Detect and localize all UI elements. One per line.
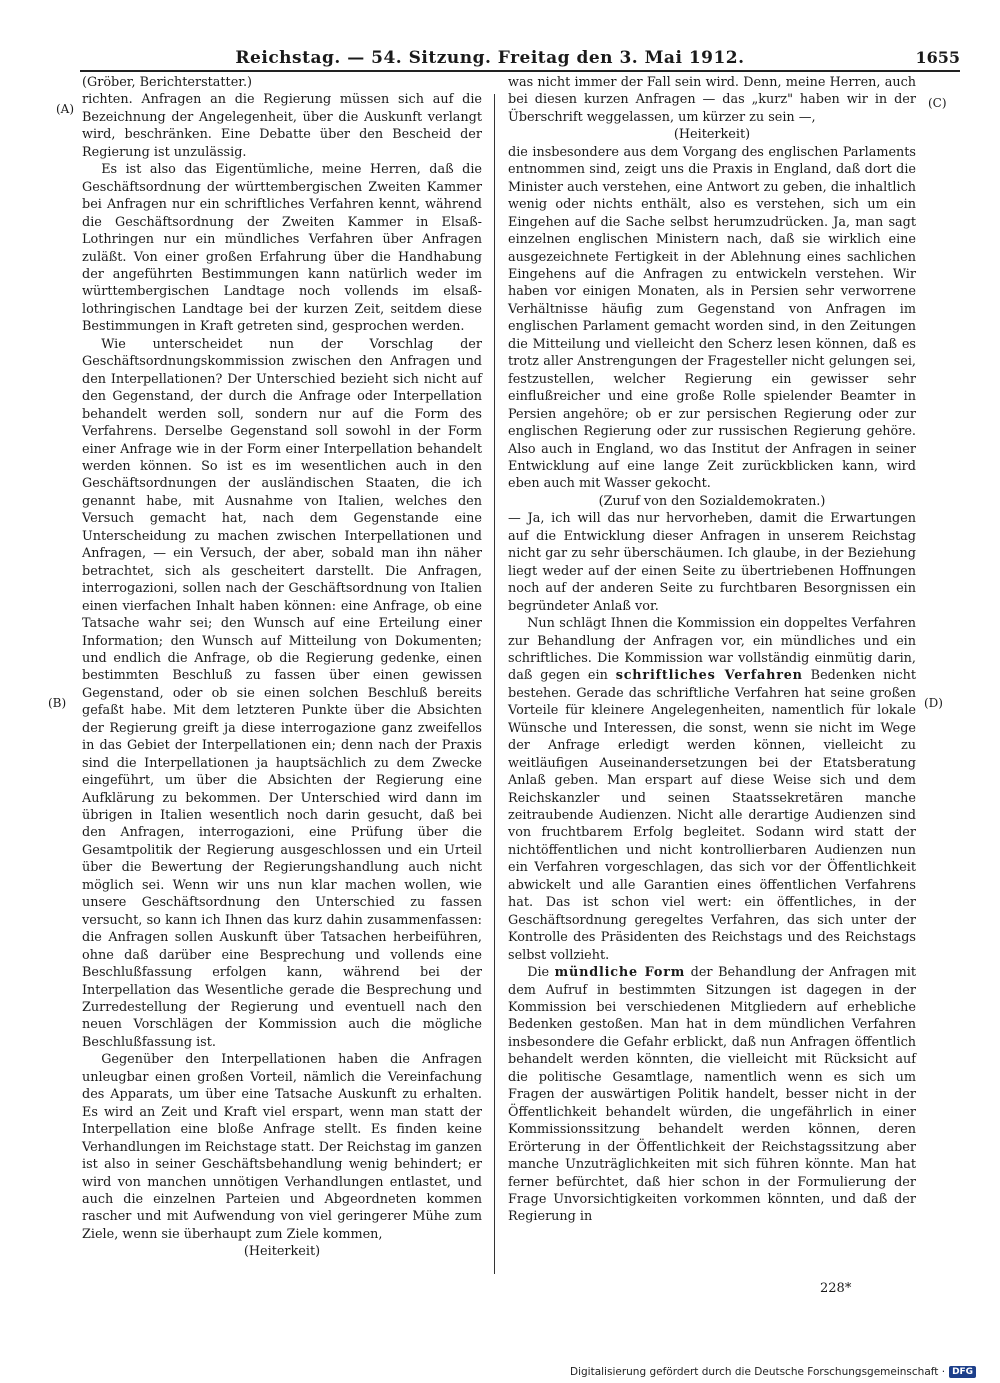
paragraph: Es ist also das Eigentümliche, meine Herren, daß die Geschäftsordnung der württembergischen Zweiten Kammer bei Anfragen nur ein schriftliches Verfahren kennt, während die Geschäftsordnung der Zweiten Kammer in Elsaß-Lothringen nur ein mündliches Verfahren über Anfragen zuläßt. Von einer großen Erfahrung über die Handhabung der angeführten Bestimmungen kann natürlich weder im württembergischen Landtage noch vollends im elsaß-lothringischen Landtage bei der kurzen Zeit, seitdem diese Bestimmungen in Kraft getreten sind, gesprochen werden. [82, 162, 482, 335]
signature-mark: 228* [820, 1281, 852, 1296]
text-run: Die [527, 965, 555, 981]
footer [570, 1366, 976, 1378]
paragraph [508, 615, 916, 964]
footer-text: Digitalisierung gefördert durch die Deutsche Forschungsgemeinschaft · [570, 1366, 946, 1378]
interjection: (Zuruf von den Sozialdemokraten.) [598, 493, 826, 509]
margin-letter-c: (C) [928, 96, 947, 110]
interjection: (Heiterkeit) [673, 127, 751, 143]
running-title: Reichstag. — 54. Sitzung. Freitag den 3. Mai 1912. [235, 48, 745, 68]
paragraph: Gegenüber den Interpellationen haben die Anfragen unleugbar einen großen Vorteil, nämlich die Vereinfachung des Apparats, um über eine Tatsache Auskunft zu erhalten. Es wird an Zeit und Kraft viel erspart, wenn man statt der Interpellation eine bloße Anfrage stellt. Es finden keine Verhandlungen im Reichstage statt. Der Reichstag im ganzen ist also in seiner Geschäftsbehandlung wenig behindert; er wird von manchen unnötigen Verhandlungen entlastet, und auch die einzelnen Parteien und Abgeordneten kommen rascher und mit Aufwendung von viel geringerer Mühe zum Ziele, wenn sie überhaupt zum Ziele kommen, [82, 1052, 482, 1242]
margin-letter-d: (D) [924, 696, 943, 710]
left-column [82, 74, 482, 1261]
emphasis: schriftliches Verfahren [615, 668, 803, 684]
paragraph [508, 964, 916, 1226]
paragraph: die insbesondere aus dem Vorgang des englischen Parlaments entnommen sind, zeigt uns die Praxis in England, daß dort die Minister auch verstehen, eine Antwort zu geben, die inhaltlich wenig oder nichts enthält, also es verstehen, sich um ein Eingehen auf die Sache selbst herumzudrücken. Ja, man sagt einzelnen englischen Ministern nach, daß sie wirklich eine ausgezeichnete Fertigkeit in der Ablehnung eines sachlichen Eingehens auf die Anfragen zu entwickeln verstehen. Wir haben vor einigen Monaten, als in Persien sehr verworrene Verhältnisse häufig zum Gegenstand von Anfragen im englischen Parlament gemacht worden sind, in den Zeitungen die Mitteilung und vielleicht den Scherz lesen können, daß es trotz aller Anstrengungen der Fragesteller nicht gelungen sei, festzustellen, welcher Regierung ein gewisser sehr einflußreicher und eine große Rolle spielender Beamter in Persien angehöre; ob er zur persischen Regierung oder zur englischen Regierung oder zur russischen Regierung gehöre. Also auch in England, wo das Institut der Anfragen in seiner Entwicklung auf eine lange Zeit zurückblicken kann, wird eben auch mit Wasser gekocht. [508, 144, 916, 492]
text-run: der Behandlung der Anfragen mit dem Aufruf in bestimmten Sitzungen ist dagegen in der Kommission bei verschiedenen Mitgliedern auf erhebliche Bedenken gestoßen. Man hat in dem mündlichen Verfahren insbesondere die Gefahr erblickt, daß nun Anfragen öffentlich behandelt werden könnten, die vielleicht mit Rücksicht auf die politische Gesamtlage, namentlich wenn es sich um Fragen der auswärtigen Politik handelt, besser nicht in der Öffentlichkeit behandelt würden, die ungefährlich in einer Kommissionssitzung behandelt werden können, deren Erörterung in der Öffentlichkeit der Reichstagssitzung aber manche Unzuträglichkeiten mit sich führen könnte. Man hat ferner befürchtet, daß hier schon in der Formulierung der Frage Unvorsichtigkeiten vorkommen könnten, und daß der Regierung in [508, 965, 916, 1225]
paragraph: was nicht immer der Fall sein wird. Denn, meine Herren, auch bei diesen kurzen Anfragen — das „kurz" haben wir in der Überschrift weggelassen, um kürzer zu sein —, [508, 75, 916, 125]
speaker-note: (Gröber, Berichterstatter.) [82, 75, 253, 90]
interjection: (Heiterkeit) [243, 1244, 321, 1260]
paragraph: — Ja, ich will das nur hervorheben, damit die Erwartungen auf die Entwicklung dieser Anfragen in unserem Reichstag nicht gar zu sehr überschäumen. Ich glaube, in der Beziehung liegt weder auf der einen Seite zu übertriebenen Hoffnungen noch auf der anderen Seite zu furchtbaren Besorgnissen ein begründeter Anlaß vor. [508, 511, 916, 614]
paragraph: richten. Anfragen an die Regierung müssen sich auf die Bezeichnung der Angelegenheit, über die Auskunft verlangt wird, beschränken. Eine Debatte über den Bescheid der Regierung ist unzulässig. [82, 92, 482, 160]
text-run: Nun schlägt Ihnen die Kommission ein doppeltes Verfahren zur Behandlung der Anfragen vor, ein mündliches und ein schriftliches. Die Kommission war vollständig einmütig darin, daß gegen ein [508, 616, 916, 684]
dfg-logo-icon: DFG [949, 1366, 976, 1378]
page-number: 1655 [915, 48, 960, 67]
emphasis: mündliche Form [554, 965, 686, 981]
right-column [508, 74, 916, 1226]
paragraph: Wie unterscheidet nun der Vorschlag der Geschäftsordnungskommission zwischen den Anfragen und den Interpellationen? Der Unterschied bezieht sich nicht auf den Gegenstand, der durch die Anfrage oder Interpellation behandelt werden soll, sondern nur auf die Form des Verfahrens. Derselbe Gegenstand soll sowohl in der Form einer Anfrage wie in der Form einer Interpellation behandelt werden können. So ist es im wesentlichen auch in den Geschäftsordnungen der ausländischen Staaten, die ich genannt habe, mit Ausnahme von Italien, welches den Versuch gemacht hat, nach dem Gegenstande eine Unterscheidung zu machen zwischen Interpellationen und Anfragen, — ein Versuch, der aber, sobald man ihn näher betrachtet, sich als gescheitert darstellt. Die Anfragen, interrogazioni, sollen nach der Geschäftsordnung von Italien einen vierfachen Inhalt haben können: eine Anfrage, ob eine Tatsache wahr sei; den Wunsch auf eine Erteilung einer Information; den Wunsch auf Mitteilung von Dokumenten; und endlich die Anfrage, ob die Regierung gedenke, einen bestimmten Beschluß zu fassen über einen gewissen Gegenstand, oder ob sie einen solchen Beschluß bereits gefaßt habe. Mit dem letzteren Punkte über die Absichten der Regierung greift ja diese interrogazione ganz zweifellos in das Gebiet der Interpellationen ein; denn nach der Praxis sind die Interpellationen ja hauptsächlich zu dem Zwecke eingeführt, um über die Absichten der Regierung eine Aufklärung zu bekommen. Der Unterschied wird dann im übrigen in Italien wesentlich noch darin gesucht, daß bei den Anfragen, interrogazioni, eine Prüfung über die Gesamtpolitik der Regierung ausgeschlossen und ein Urteil über die Bewertung der Regierungshandlung auch nicht möglich sei. Wenn wir uns nun klar machen wollen, wie unsere Geschäftsordnung den Unterschied zu fassen versucht, so kann ich Ihnen das kurz dahin zusammenfassen: die Anfragen sollen Auskunft über Tatsachen herbeiführen, ohne daß darüber eine Besprechung und vollends eine Beschlußfassung erfolgen kann, während bei der Interpellation das Wesentliche gerade die Besprechung und Zurredestellung der Regierung und eventuell nach den neuen Vorschlägen der Kommission auch die mögliche Beschlußfassung ist. [82, 336, 482, 1050]
text-run: Bedenken nicht bestehen. Gerade das schriftliche Verfahren hat seine großen Vorteile für kleinere Angelegenheiten, namentlich für lokale Wünsche und Interessen, die sonst, wenn sie nicht im Wege der Anfrage erledigt werden können, vielleicht zu weitläufigen Auseinandersetzungen bei der Etatsberatung Anlaß geben. Man erspart auf diese Weise sich und dem Reichskanzler und seinen Staatssekretären manche zeitraubende Audienzen. Nicht alle derartige Audienzen sind von fruchtbarem Erfolg begleitet. Sodann wird statt der nichtöffentlichen und nicht kontrollierbaren Audienzen nun ein Verfahren vorgeschlagen, das sich vor der Öffentlichkeit abwickelt und alle Garantien eines öffentlichen Verfahrens hat. Das ist schon viel wert: ein öffentliches, in der Geschäftsordnung geregeltes Verfahren, das sich unter der Kontrolle des Präsidenten des Reichstags und des Reichstags selbst vollzieht. [508, 668, 917, 963]
margin-letter-b: (B) [48, 696, 67, 710]
column-divider [494, 94, 495, 1274]
margin-letter-a: (A) [56, 102, 75, 116]
running-header [80, 48, 960, 72]
header-rule [80, 70, 960, 72]
